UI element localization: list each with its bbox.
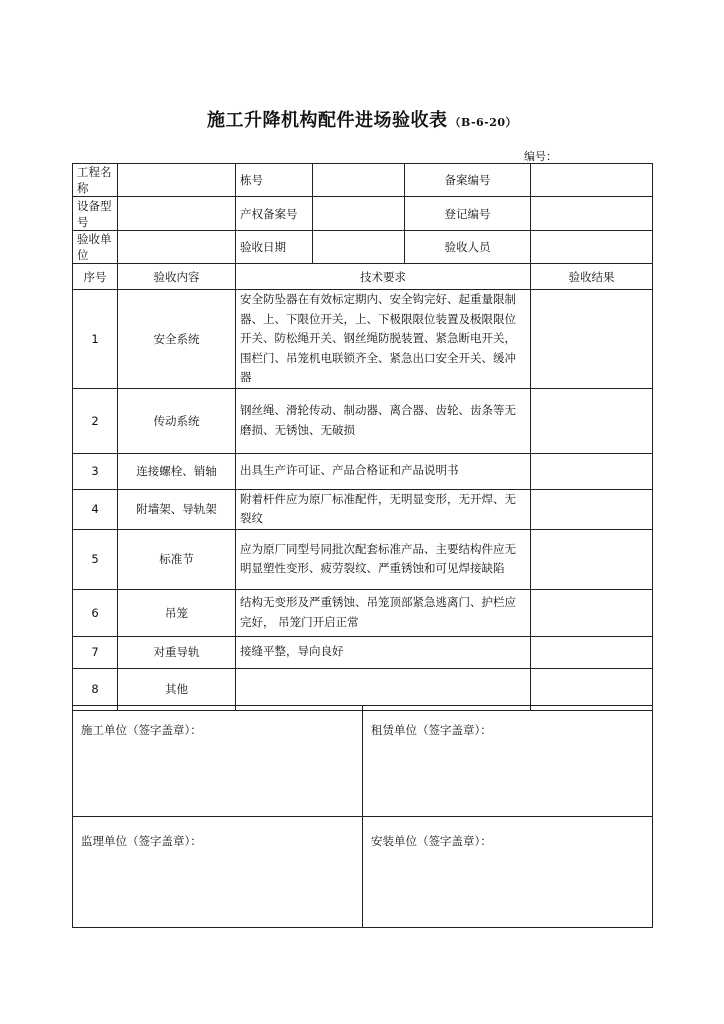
acceptance-date-label: 验收日期 — [236, 231, 313, 264]
row-seq: 1 — [73, 290, 118, 389]
row-result[interactable] — [531, 529, 653, 589]
row-seq: 6 — [73, 589, 118, 636]
row-content: 标准节 — [118, 529, 236, 589]
equipment-model-label: 设备型号 — [73, 197, 118, 231]
row-content: 吊笼 — [118, 589, 236, 636]
row-seq: 7 — [73, 636, 118, 668]
row-requirement: 钢丝绳、滑轮传动、制动器、离合器、齿轮、齿条等无磨损、无锈蚀、无破损 — [236, 388, 531, 453]
row-requirement: 安全防坠器在有效标定期内、安全钩完好、起重量限制器、上、下限位开关，上、下极限限位装置及极限限位开关、防松绳开关、钢丝绳防脱装置、紧急断电开关，围栏门、吊笼机电联锁齐全、紧急出口安全开关、缓冲器 — [236, 290, 531, 389]
title-text: 施工升降机构配件进场验收表 — [206, 110, 448, 131]
form-code: （B-6-20） — [449, 116, 518, 129]
row-requirement: 接缝平整，导向良好 — [236, 636, 531, 668]
table-row — [73, 668, 653, 710]
leasing-unit-signature[interactable] — [363, 706, 653, 817]
table-row — [73, 636, 653, 668]
row-content: 连接螺栓、销轴 — [118, 453, 236, 489]
row-result[interactable] — [531, 388, 653, 453]
leasing-unit-label: 租赁单位（签字盖章）： — [371, 723, 492, 737]
row-seq: 2 — [73, 388, 118, 453]
construction-unit-signature[interactable] — [73, 706, 363, 817]
row-seq: 8 — [73, 668, 118, 710]
installation-unit-label: 安装单位（签字盖章）： — [371, 834, 492, 848]
row-requirement: 出具生产许可证、产品合格证和产品说明书 — [236, 453, 531, 489]
construction-unit-label: 施工单位（签字盖章）： — [81, 723, 202, 737]
property-record-no-value[interactable] — [313, 197, 405, 231]
equipment-model-value[interactable] — [118, 197, 236, 231]
table-row — [73, 388, 653, 453]
registration-no-value[interactable] — [531, 197, 653, 231]
row-result[interactable] — [531, 636, 653, 668]
registration-no-label: 登记编号 — [405, 197, 531, 231]
table-row — [73, 589, 653, 636]
row-result[interactable] — [531, 453, 653, 489]
serial-number-label: 编号： — [524, 150, 557, 163]
project-name-label: 工程名称 — [73, 164, 118, 197]
table-row — [73, 290, 653, 389]
building-no-value[interactable] — [313, 164, 405, 197]
col-content-header: 验收内容 — [118, 264, 236, 290]
signature-table — [72, 705, 653, 928]
row-result[interactable] — [531, 290, 653, 389]
page-title — [0, 106, 724, 132]
row-requirement: 附着杆件应为原厂标准配件，无明显变形，无开焊、无裂纹 — [236, 489, 531, 529]
column-header-row — [73, 264, 653, 290]
building-no-label: 栋号 — [236, 164, 313, 197]
acceptance-unit-value[interactable] — [118, 231, 236, 264]
supervision-unit-label: 监理单位（签字盖章）： — [81, 834, 202, 848]
row-seq: 5 — [73, 529, 118, 589]
row-requirement — [236, 668, 531, 710]
acceptance-personnel-value[interactable] — [531, 231, 653, 264]
acceptance-unit-label: 验收单位 — [73, 231, 118, 264]
record-no-value[interactable] — [531, 164, 653, 197]
header-row-equipment — [73, 197, 653, 231]
row-result[interactable] — [531, 589, 653, 636]
row-result[interactable] — [531, 668, 653, 710]
row-content: 附墙架、导轨架 — [118, 489, 236, 529]
col-result-header: 验收结果 — [531, 264, 653, 290]
acceptance-date-value[interactable] — [313, 231, 405, 264]
row-requirement: 应为原厂同型号同批次配套标准产品、主要结构件应无明显塑性变形、疲劳裂纹、严重锈蚀和可见焊接缺陷 — [236, 529, 531, 589]
row-seq: 3 — [73, 453, 118, 489]
table-row — [73, 489, 653, 529]
row-seq: 4 — [73, 489, 118, 529]
acceptance-personnel-label: 验收人员 — [405, 231, 531, 264]
installation-unit-signature[interactable] — [363, 817, 653, 928]
acceptance-table — [72, 163, 653, 711]
row-content: 安全系统 — [118, 290, 236, 389]
row-content: 其他 — [118, 668, 236, 710]
header-row-acceptance — [73, 231, 653, 264]
row-result[interactable] — [531, 489, 653, 529]
record-no-label: 备案编号 — [405, 164, 531, 197]
row-requirement: 结构无变形及严重锈蚀、吊笼顶部紧急逃离门、护栏应完好， 吊笼门开启正常 — [236, 589, 531, 636]
project-name-value[interactable] — [118, 164, 236, 197]
col-seq-header: 序号 — [73, 264, 118, 290]
supervision-unit-signature[interactable] — [73, 817, 363, 928]
table-row — [73, 453, 653, 489]
row-content: 传动系统 — [118, 388, 236, 453]
col-requirement-header: 技术要求 — [236, 264, 531, 290]
property-record-no-label: 产权备案号 — [236, 197, 313, 231]
table-row — [73, 529, 653, 589]
row-content: 对重导轨 — [118, 636, 236, 668]
header-row-project — [73, 164, 653, 197]
